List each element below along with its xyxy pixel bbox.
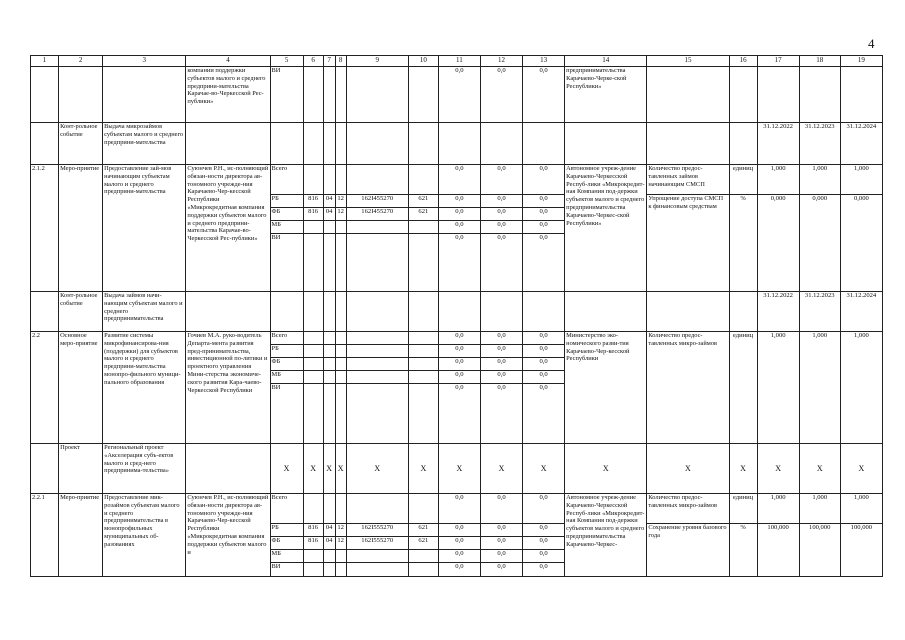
header-cell: 7 [323, 56, 335, 67]
amount-cell: 0,0 [438, 550, 480, 563]
source-cell: МБ [270, 550, 303, 563]
code-cell [335, 345, 346, 358]
description-cell: Развитие системы микрофинансирова-ния (поддержки) для субъектов малого и среднего предприни-мательства монопро-фильного муници-пального образования [103, 332, 186, 444]
code-cell [303, 384, 323, 444]
indicator-cell: Упрощение доступа СМСП к финансовым средствам [647, 195, 729, 292]
code-cell [303, 345, 323, 358]
table-row [31, 123, 883, 165]
amount-cell: 0,0 [480, 537, 522, 550]
unit-cell: единиц [729, 332, 757, 444]
header-cell: 2 [59, 56, 103, 67]
table-row [31, 292, 883, 332]
code-cell: 04 [323, 537, 335, 550]
code-cell [303, 221, 323, 234]
code-cell [335, 550, 346, 563]
amount-cell: 0,0 [438, 563, 480, 577]
code-cell [335, 371, 346, 384]
code-cell [323, 550, 335, 563]
cell [186, 292, 270, 332]
cell [335, 292, 346, 332]
source-cell: ВИ [270, 234, 303, 292]
amount-cell: 0,0 [480, 358, 522, 371]
code-cell [408, 332, 438, 345]
source-cell: ФБ [270, 208, 303, 221]
number-cell: 2.2 [31, 332, 59, 444]
amount-cell: 0,0 [438, 524, 480, 537]
cell [303, 67, 323, 123]
code-cell: 04 [323, 195, 335, 208]
code-cell [303, 332, 323, 345]
code-cell [408, 563, 438, 577]
header-cell: 9 [346, 56, 408, 67]
table-row [31, 494, 883, 524]
amount-cell: 0,0 [523, 358, 565, 371]
amount-cell: 0,0 [523, 234, 565, 292]
header-cell: 12 [480, 56, 522, 67]
indicator-cell: Сохранение уровня базового года [647, 524, 729, 577]
code-cell [408, 234, 438, 292]
header-cell: 11 [438, 56, 480, 67]
code-cell [408, 550, 438, 563]
date-cell: 31.12.2023 [799, 292, 840, 332]
date-cell: 31.12.2022 [757, 292, 799, 332]
code-cell: 12 [335, 524, 346, 537]
executor-cell: компании поддержки субъектов малого и среднего предприни-мательства Карачае-во-Черкесской Рес-публики» [186, 67, 270, 123]
amount-cell: 0,0 [523, 371, 565, 384]
amount-cell: 0,0 [438, 345, 480, 358]
value-cell: 100,000 [757, 524, 799, 577]
amount-cell: 0,0 [438, 234, 480, 292]
amount-cell: 0,0 [480, 550, 522, 563]
description-cell: Выдача займов начи-нающим субъектам малого и среднего предпринимательства [103, 292, 186, 332]
code-cell [346, 234, 408, 292]
amount-cell: 0,0 [523, 494, 565, 524]
header-cell: 6 [303, 56, 323, 67]
header-row [31, 56, 883, 67]
code-cell [408, 165, 438, 195]
code-cell: 816 [303, 208, 323, 221]
code-cell [346, 384, 408, 444]
executor-cell: Суюнчев Р.Н., ис-полняющий обязан-ности директора ав-тономного учрежде-ния Карачаево-Чер-кесской Республики «Микрокредитная компания поддержки субъектов малого и среднего предприни-мательства Карачае-во-Черкесской Рес-публики» [186, 165, 270, 292]
value-cell: 100,000 [840, 524, 882, 577]
code-cell: 621 [408, 208, 438, 221]
code-cell: 816 [303, 537, 323, 550]
value-cell: 100,000 [799, 524, 840, 577]
x-mark: Х [729, 444, 757, 494]
code-cell [346, 371, 408, 384]
code-cell: 621 [408, 195, 438, 208]
code-cell: 162I455270 [346, 208, 408, 221]
type-cell: Меро-приятие [59, 494, 103, 577]
code-cell [408, 384, 438, 444]
x-mark: Х [335, 444, 346, 494]
date-cell: 31.12.2023 [799, 123, 840, 165]
cell [303, 292, 323, 332]
code-cell: 816 [303, 524, 323, 537]
program-table [30, 55, 883, 577]
cell [438, 123, 480, 165]
code-cell [346, 345, 408, 358]
amount-cell: 0,0 [438, 67, 480, 123]
code-cell [335, 563, 346, 577]
value-cell: 1,000 [757, 165, 799, 195]
code-cell [346, 358, 408, 371]
code-cell [303, 358, 323, 371]
amount-cell: 0,0 [438, 494, 480, 524]
cell [31, 67, 59, 123]
x-mark: Х [408, 444, 438, 494]
cell [729, 67, 757, 123]
x-mark: Х [438, 444, 480, 494]
source-cell: ВИ [270, 67, 303, 123]
date-cell: 31.12.2022 [757, 123, 799, 165]
amount-cell: 0,0 [523, 384, 565, 444]
unit-cell: % [729, 195, 757, 292]
cell [647, 123, 729, 165]
type-cell: Конт-рольное событие [59, 292, 103, 332]
header-cell: 5 [270, 56, 303, 67]
amount-cell: 0,0 [438, 371, 480, 384]
table-row [31, 165, 883, 195]
amount-cell: 0,0 [438, 332, 480, 345]
responsible-cell: Автономное учреж-дение Карачаево-Черкесской Респуб-лики «Микрокредит-ная Компания под-держки субъектов малого и среднего предпринимательства Карачаево-Черкес- [565, 494, 647, 577]
amount-cell: 0,0 [480, 165, 522, 195]
header-cell: 8 [335, 56, 346, 67]
source-cell: МБ [270, 371, 303, 384]
cell [59, 67, 103, 123]
code-cell: 12 [335, 195, 346, 208]
cell [565, 292, 647, 332]
x-mark: Х [647, 444, 729, 494]
cell [647, 292, 729, 332]
code-cell [408, 494, 438, 524]
x-mark: Х [523, 444, 565, 494]
amount-cell: 0,0 [480, 234, 522, 292]
cell [346, 123, 408, 165]
cell [323, 292, 335, 332]
code-cell [303, 165, 323, 195]
cell [408, 292, 438, 332]
amount-cell: 0,0 [523, 67, 565, 123]
source-cell: Всего [270, 494, 303, 524]
code-cell [323, 494, 335, 524]
executor-cell: Суюнчев Р.Н., ис-полняющий обязан-ности директора ав-тономного учрежде-ния Карачаево-Чер-кесской Республики «Микрокредитная компания поддержки субъектов малого и [186, 494, 270, 577]
indicator-cell: Количество предос-тавленных микро-займов [647, 494, 729, 524]
value-cell: 1,000 [840, 494, 882, 524]
header-cell: 15 [647, 56, 729, 67]
cell [335, 123, 346, 165]
code-cell [323, 345, 335, 358]
source-cell: ВИ [270, 384, 303, 444]
cell [323, 123, 335, 165]
amount-cell: 0,0 [523, 345, 565, 358]
cell [103, 67, 186, 123]
cell [438, 292, 480, 332]
code-cell: 621 [408, 524, 438, 537]
code-cell [408, 371, 438, 384]
amount-cell: 0,0 [523, 165, 565, 195]
code-cell [346, 165, 408, 195]
code-cell [323, 234, 335, 292]
code-cell [303, 234, 323, 292]
code-cell [303, 550, 323, 563]
indicator-cell: Количество предос-тавленных займов начинающим СМСП [647, 165, 729, 195]
code-cell [303, 494, 323, 524]
unit-cell: единиц [729, 494, 757, 524]
number-cell: 2.2.1 [31, 494, 59, 577]
table-row [31, 332, 883, 345]
cell [480, 123, 522, 165]
code-cell [408, 345, 438, 358]
code-cell: 12 [335, 208, 346, 221]
code-cell: 162I455270 [346, 195, 408, 208]
header-cell: 13 [523, 56, 565, 67]
unit-cell: % [729, 524, 757, 577]
x-mark: Х [757, 444, 799, 494]
amount-cell: 0,0 [438, 165, 480, 195]
x-mark: Х [270, 444, 303, 494]
description-cell: Предоставление зай-мов начинающим субъектам малого и среднего предприни-мательства [103, 165, 186, 292]
code-cell [346, 221, 408, 234]
code-cell [346, 494, 408, 524]
cell [729, 292, 757, 332]
amount-cell: 0,0 [480, 345, 522, 358]
header-cell: 4 [186, 56, 270, 67]
code-cell [335, 165, 346, 195]
value-cell: 0,000 [757, 195, 799, 292]
amount-cell: 0,0 [438, 195, 480, 208]
source-cell: РБ [270, 524, 303, 537]
value-cell: 1,000 [799, 332, 840, 444]
amount-cell: 0,0 [438, 208, 480, 221]
x-mark: Х [799, 444, 840, 494]
code-cell: 621 [408, 537, 438, 550]
cell [31, 444, 59, 494]
code-cell [335, 384, 346, 444]
x-mark: Х [480, 444, 522, 494]
code-cell [303, 371, 323, 384]
value-cell: 1,000 [799, 494, 840, 524]
amount-cell: 0,0 [438, 358, 480, 371]
amount-cell: 0,0 [480, 332, 522, 345]
source-cell: ФБ [270, 537, 303, 550]
source-cell: МБ [270, 221, 303, 234]
amount-cell: 0,0 [480, 524, 522, 537]
cell [647, 67, 729, 123]
cell [270, 123, 303, 165]
code-cell [335, 234, 346, 292]
code-cell [323, 358, 335, 371]
type-cell: Проект [59, 444, 103, 494]
value-cell: 1,000 [757, 332, 799, 444]
executor-cell: Гочиев М.А. руко-водитель Департа-мента развития пред-принимательства, инвестиционной по-литики и проектного управления Мини-стерства экономиче-ского развития Кара-чаево-Черкесской Республики [186, 332, 270, 444]
source-cell: РБ [270, 345, 303, 358]
amount-cell: 0,0 [523, 550, 565, 563]
code-cell: 04 [323, 524, 335, 537]
type-cell: Меро-приятие [59, 165, 103, 292]
x-mark: Х [346, 444, 408, 494]
amount-cell: 0,0 [438, 384, 480, 444]
code-cell [323, 221, 335, 234]
code-cell [346, 563, 408, 577]
amount-cell: 0,0 [480, 494, 522, 524]
cell [31, 123, 59, 165]
responsible-cell: Министерство эко-номического разви-тия Карачаево-Чер-кесской Республики [565, 332, 647, 444]
cell [408, 67, 438, 123]
amount-cell: 0,0 [438, 537, 480, 550]
x-mark: Х [565, 444, 647, 494]
cell [346, 67, 408, 123]
header-cell: 14 [565, 56, 647, 67]
header-cell: 3 [103, 56, 186, 67]
header-cell: 1 [31, 56, 59, 67]
cell [799, 67, 840, 123]
code-cell: 162I555270 [346, 537, 408, 550]
source-cell: ФБ [270, 358, 303, 371]
description-cell: Выдача микрозаймов субъектам малого и среднего предприни-мательства [103, 123, 186, 165]
code-cell [335, 358, 346, 371]
header-cell: 18 [799, 56, 840, 67]
cell [757, 67, 799, 123]
table-row [31, 444, 883, 494]
responsible-cell: предпринимательства Карачаево-Черке-ской Республики» [565, 67, 647, 123]
code-cell: 04 [323, 208, 335, 221]
code-cell [346, 550, 408, 563]
header-cell: 17 [757, 56, 799, 67]
cell [729, 123, 757, 165]
unit-cell: единиц [729, 165, 757, 195]
code-cell [323, 384, 335, 444]
amount-cell: 0,0 [480, 371, 522, 384]
code-cell: 162I555270 [346, 524, 408, 537]
number-cell: 2.1.2 [31, 165, 59, 292]
table-row [31, 67, 883, 123]
value-cell: 0,000 [840, 195, 882, 292]
code-cell [408, 221, 438, 234]
cell [840, 67, 882, 123]
amount-cell: 0,0 [480, 208, 522, 221]
code-cell [323, 165, 335, 195]
amount-cell: 0,0 [480, 221, 522, 234]
value-cell: 0,000 [799, 195, 840, 292]
type-cell: Основное меро-приятие [59, 332, 103, 444]
cell [346, 292, 408, 332]
amount-cell: 0,0 [523, 537, 565, 550]
cell [186, 444, 270, 494]
code-cell: 12 [335, 537, 346, 550]
value-cell: 1,000 [840, 165, 882, 195]
page-number: 4 [868, 36, 875, 51]
date-cell: 31.12.2024 [840, 292, 882, 332]
amount-cell: 0,0 [523, 524, 565, 537]
cell [270, 292, 303, 332]
amount-cell: 0,0 [523, 208, 565, 221]
source-cell: РБ [270, 195, 303, 208]
amount-cell: 0,0 [480, 195, 522, 208]
indicator-cell: Количество предос-тавленных микро-займов [647, 332, 729, 444]
source-cell: Всего [270, 165, 303, 195]
x-mark: Х [840, 444, 882, 494]
code-cell [303, 563, 323, 577]
header-cell: 10 [408, 56, 438, 67]
cell [480, 292, 522, 332]
cell [323, 67, 335, 123]
code-cell [323, 371, 335, 384]
value-cell: 1,000 [799, 165, 840, 195]
code-cell: 816 [303, 195, 323, 208]
cell [408, 123, 438, 165]
date-cell: 31.12.2024 [840, 123, 882, 165]
code-cell [323, 563, 335, 577]
value-cell: 1,000 [840, 332, 882, 444]
responsible-cell: Автономное учреж-дение Карачаево-Черкесской Респуб-лики «Микрокредит-ная Компания под-держки субъектов малого и среднего предпринимательства Карачаево-Черкес-ской Республики» [565, 165, 647, 292]
cell [335, 67, 346, 123]
code-cell [335, 332, 346, 345]
amount-cell: 0,0 [480, 563, 522, 577]
amount-cell: 0,0 [480, 67, 522, 123]
amount-cell: 0,0 [523, 563, 565, 577]
amount-cell: 0,0 [480, 384, 522, 444]
x-mark: Х [303, 444, 323, 494]
amount-cell: 0,0 [523, 332, 565, 345]
code-cell [346, 332, 408, 345]
x-mark: Х [323, 444, 335, 494]
type-cell: Конт-рольное событие [59, 123, 103, 165]
cell [523, 292, 565, 332]
description-cell: Предоставление мик-розаймов субъектам малого и среднего предпринимательства в монопрофильных муниципальных об-разованиях [103, 494, 186, 577]
value-cell: 1,000 [757, 494, 799, 524]
cell [565, 123, 647, 165]
code-cell [323, 332, 335, 345]
cell [186, 123, 270, 165]
amount-cell: 0,0 [523, 195, 565, 208]
source-cell: Всего [270, 332, 303, 345]
cell [31, 292, 59, 332]
source-cell: ВИ [270, 563, 303, 577]
code-cell [335, 221, 346, 234]
code-cell [408, 358, 438, 371]
cell [523, 123, 565, 165]
header-cell: 19 [840, 56, 882, 67]
header-cell: 16 [729, 56, 757, 67]
description-cell: Региональный проект «Акселерация субъ-ектов малого и сред-него предпринима-тельства» [103, 444, 186, 494]
cell [303, 123, 323, 165]
amount-cell: 0,0 [438, 221, 480, 234]
amount-cell: 0,0 [523, 221, 565, 234]
code-cell [335, 494, 346, 524]
